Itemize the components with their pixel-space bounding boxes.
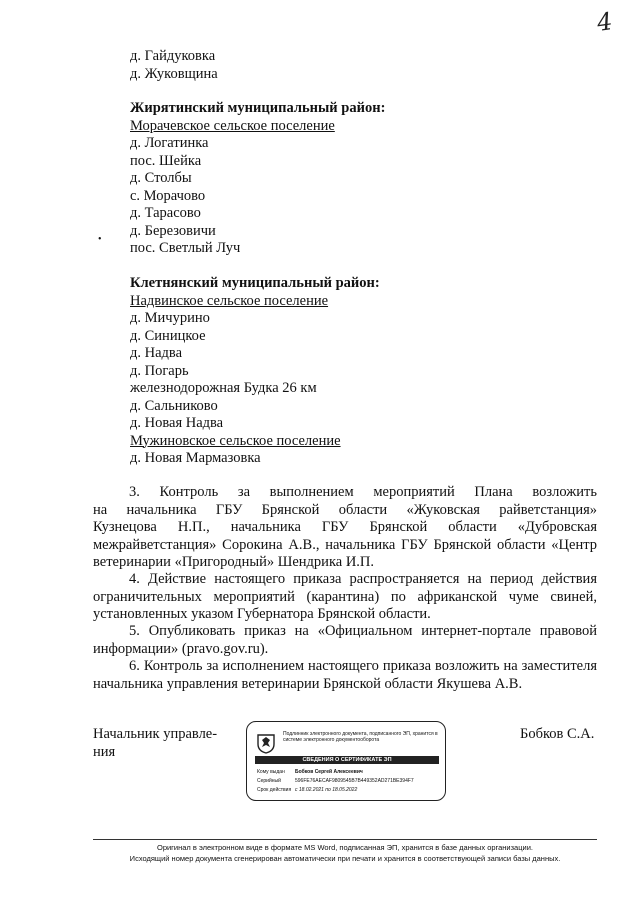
stamp-value: 596FE76AECAF9809545B7B449352AD271BE394F7 (295, 778, 414, 784)
list-item: д. Логатинка (130, 135, 209, 151)
stamp-owner-row (257, 769, 363, 775)
list-item: железнодорожная Будка 26 км (130, 380, 317, 396)
list-item: д. Новая Мармазовка (130, 450, 261, 466)
stamp-value: Бобков Сергей Алексеевич (295, 769, 363, 775)
settlement-heading: Мужиновское сельское поселение (130, 432, 341, 449)
stray-mark: • (98, 234, 102, 245)
list-item: д. Березовичи (130, 222, 216, 239)
list-item: д. Синицкое (130, 327, 206, 344)
stamp-header: Подлинник электронного документа, подписанного ЭП, хранится в системе электронного документооборота (283, 731, 438, 743)
footer-line: Оригинал в электронном виде в формате MS Word, подписанная ЭП, хранится в базе данных организации. (156, 843, 533, 852)
list-item: пос. Шейка (130, 152, 202, 169)
paragraph-line: на начальника ГБУ Брянской области «Жуковская райветстанция» (93, 501, 597, 518)
stamp-serial-row (257, 778, 414, 784)
signatory-name: Бобков С.А. (520, 726, 595, 742)
coat-of-arms-icon (255, 732, 277, 754)
list-item: д. Тарасово (130, 205, 201, 221)
paragraph-6: 6. Контроль за исполнением настоящего приказа возложить на заместителя начальника управления ветеринарии Брянской области Якушева А.В. (93, 658, 597, 692)
list-item: с. Морачово (130, 187, 206, 204)
list-item: д. Жуковщина (130, 65, 218, 82)
stamp-validity-row (257, 787, 357, 793)
village-list-1 (130, 48, 590, 83)
district-kletnyansky (130, 275, 590, 468)
footer-note (60, 842, 630, 864)
list-item: д. Надва (130, 345, 183, 361)
stamp-label: Срок действия (257, 787, 292, 793)
settlement-heading: Надвинское сельское поселение (130, 292, 329, 309)
district-zhiryatinsky (130, 100, 590, 258)
paragraph-text: межрайветстанция» Сорокина А.В., начальника ГБУ Брянской области «Центр ветеринарии «Пригородный» Шендрика И.П. (93, 536, 597, 570)
list-item: пос. Светлый Луч (130, 240, 241, 256)
signatory-position (93, 726, 217, 761)
e-signature-stamp (246, 721, 446, 801)
signatory-position-line: Начальник управле- (93, 726, 218, 742)
paragraph-line: 3. Контроль за выполнением мероприятий Плана возложить (129, 484, 597, 500)
paragraph-5: 5. Опубликовать приказ на «Официальном интернет-портале правовой информации» (pravo.gov.ru). (93, 623, 597, 657)
paragraph-line: Кузнецова Н.П., начальника ГБУ Брянской области «Дубровская (93, 519, 597, 535)
footer-divider (93, 839, 597, 840)
list-item: д. Новая Надва (130, 415, 224, 431)
stamp-value: с 18.02.2021 по 18.05.2022 (295, 787, 358, 793)
paragraph-4: 4. Действие настоящего приказа распространяется на период действия ограничительных мероприятий (карантина) по африканской чуме свиней, установленных указом Губернатора Брянской области. (93, 571, 597, 622)
page-number: 4 (595, 7, 615, 37)
paragraph-3 (93, 484, 597, 572)
district-heading: Жирятинский муниципальный район: (130, 100, 386, 116)
footer-line: Исходящий номер документа сгенерирован автоматически при печати и хранится в соответствующей записи базы данных. (129, 854, 561, 863)
settlement-heading: Морачевское сельское поселение (130, 117, 335, 134)
signatory-position-line: ния (93, 743, 116, 760)
stamp-label: Кому выдан (257, 769, 285, 775)
list-item: д. Мичурино (130, 310, 210, 326)
list-item: д. Гайдуковка (130, 48, 216, 64)
list-item: д. Погарь (130, 362, 189, 379)
list-item: д. Столбы (130, 170, 192, 186)
district-heading: Клетнянский муниципальный район: (130, 275, 380, 291)
stamp-label: Серийный (257, 778, 281, 784)
list-item: д. Сальниково (130, 397, 218, 414)
stamp-title: СВЕДЕНИЯ О СЕРТИФИКАТЕ ЭП (255, 756, 439, 764)
